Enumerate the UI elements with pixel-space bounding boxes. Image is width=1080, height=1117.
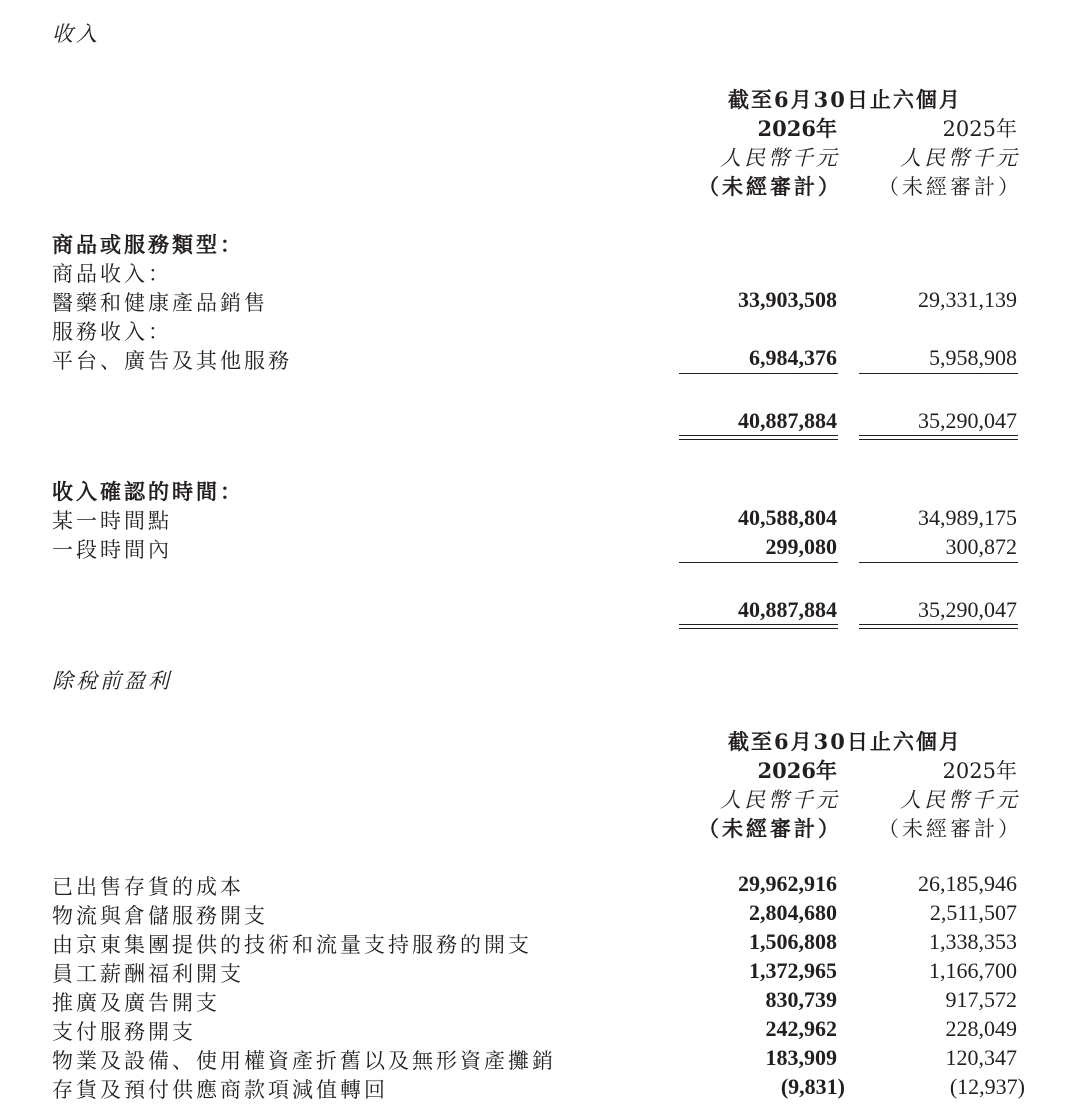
row-value-prior: 228,049 bbox=[945, 1016, 1017, 1041]
row-value-current: 183,909 bbox=[765, 1045, 837, 1070]
row-value-current: 1,372,965 bbox=[749, 958, 837, 983]
row-value-current: 242,962 bbox=[765, 1016, 837, 1041]
row-value-current: 830,739 bbox=[765, 987, 837, 1012]
row-value-prior: 5,958,908 bbox=[929, 345, 1017, 370]
row-label: 支付服務開支 bbox=[52, 1020, 196, 1044]
row-label: 已出售存貨的成本 bbox=[52, 875, 244, 899]
row-label: 物流與倉儲服務開支 bbox=[52, 904, 268, 928]
period-header: 截至6月30日止六個月 bbox=[728, 729, 962, 754]
section-title-profit-before-tax: 除稅前盈利 bbox=[52, 669, 172, 693]
row-value-prior: 120,347 bbox=[945, 1045, 1017, 1070]
row-value-prior: 29,331,139 bbox=[918, 287, 1017, 312]
total-value-current: 40,887,884 bbox=[738, 597, 837, 622]
row-value-prior: 300,872 bbox=[945, 534, 1017, 559]
total-value-current: 40,887,884 bbox=[738, 408, 837, 433]
currency-prior-header: 人民幣千元 bbox=[900, 788, 1020, 812]
subtotal-rule bbox=[679, 562, 838, 563]
subtotal-rule bbox=[859, 373, 1018, 374]
currency-current-header: 人民幣千元 bbox=[720, 788, 840, 812]
total-double-rule bbox=[859, 624, 1018, 629]
row-value-current: 299,080 bbox=[765, 534, 837, 559]
row-label: 一段時間內 bbox=[52, 538, 172, 562]
year-current-header: 2026年 bbox=[757, 758, 837, 783]
row-label: 醫藥和健康產品銷售 bbox=[52, 291, 268, 315]
row-label: 物業及設備、使用權資產折舊以及無形資產攤銷 bbox=[52, 1049, 556, 1073]
total-value-prior: 35,290,047 bbox=[918, 408, 1017, 433]
row-label: 存貨及預付供應商款項減值轉回 bbox=[52, 1078, 388, 1102]
audit-current-header: （未經審計） bbox=[698, 174, 842, 199]
year-prior-header: 2025年 bbox=[942, 117, 1017, 141]
section-title-revenue: 收入 bbox=[52, 22, 100, 46]
row-label: 某一時間點 bbox=[52, 509, 172, 533]
row-value-prior: (12,937) bbox=[949, 1074, 1025, 1099]
total-double-rule bbox=[679, 624, 838, 629]
row-label: 推廣及廣告開支 bbox=[52, 991, 220, 1015]
total-value-prior: 35,290,047 bbox=[918, 597, 1017, 622]
row-value-current: 40,588,804 bbox=[738, 505, 837, 530]
heading-by-type: 商品或服務類型： bbox=[52, 232, 244, 257]
goods-revenue-label: 商品收入： bbox=[52, 262, 172, 286]
heading-by-timing: 收入確認的時間： bbox=[52, 479, 244, 504]
row-value-current: (9,831) bbox=[780, 1074, 845, 1099]
total-double-rule bbox=[679, 435, 838, 440]
subtotal-rule bbox=[679, 373, 838, 374]
row-value-prior: 917,572 bbox=[945, 987, 1017, 1012]
year-current-header: 2026年 bbox=[757, 116, 837, 141]
row-value-prior: 2,511,507 bbox=[929, 900, 1017, 925]
row-value-prior: 34,989,175 bbox=[918, 505, 1017, 530]
row-label: 員工薪酬福利開支 bbox=[52, 962, 244, 986]
currency-current-header: 人民幣千元 bbox=[720, 146, 840, 170]
row-value-current: 33,903,508 bbox=[738, 287, 837, 312]
row-label: 由京東集團提供的技術和流量支持服務的開支 bbox=[52, 933, 532, 957]
row-label: 平台、廣告及其他服務 bbox=[52, 349, 292, 373]
row-value-current: 6,984,376 bbox=[749, 345, 837, 370]
subtotal-rule bbox=[859, 562, 1018, 563]
row-value-prior: 26,185,946 bbox=[918, 871, 1017, 896]
services-revenue-label: 服務收入： bbox=[52, 320, 172, 344]
row-value-current: 29,962,916 bbox=[738, 871, 837, 896]
year-prior-header: 2025年 bbox=[942, 759, 1017, 783]
row-value-prior: 1,166,700 bbox=[929, 958, 1017, 983]
total-double-rule bbox=[859, 435, 1018, 440]
row-value-current: 2,804,680 bbox=[749, 900, 837, 925]
audit-current-header: （未經審計） bbox=[698, 816, 842, 841]
audit-prior-header: （未經審計） bbox=[878, 175, 1022, 199]
audit-prior-header: （未經審計） bbox=[878, 817, 1022, 841]
row-value-prior: 1,338,353 bbox=[929, 929, 1017, 954]
row-value-current: 1,506,808 bbox=[749, 929, 837, 954]
currency-prior-header: 人民幣千元 bbox=[900, 146, 1020, 170]
period-header: 截至6月30日止六個月 bbox=[728, 87, 962, 112]
